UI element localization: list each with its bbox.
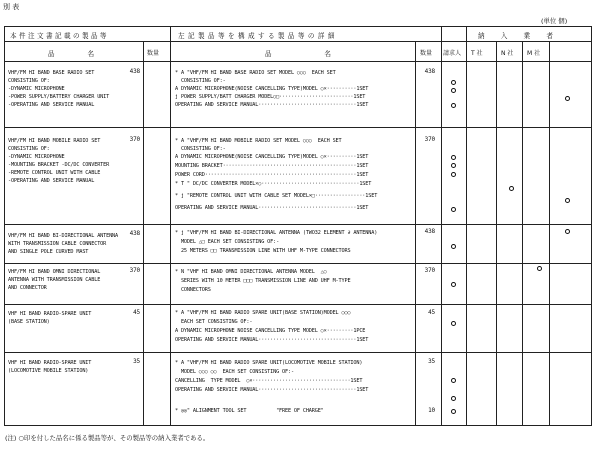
- header-m: M 社: [527, 50, 541, 57]
- header-col2-top: 左記製品等を構成する製品等の詳細: [178, 32, 338, 40]
- col-divider-m: [549, 41, 550, 426]
- row4-detail-line: * N "VHF HI BAND OMNI DIRECTIONAL ANTENNA MODEL △○: [175, 269, 327, 275]
- applicant-mark: [451, 396, 456, 401]
- row6-detail-line: MODEL ○○○ ○○ EACH SET CONSISTING OF:-: [175, 369, 294, 375]
- row6-item-line: (LOCOMOTIVE MOBILE STATION): [8, 368, 89, 374]
- n-company-mark: [537, 266, 542, 271]
- row-divider: [4, 127, 592, 128]
- row5-detail-line: EACH SET CONSISTING OF:-: [175, 319, 253, 325]
- row2-detail-line: A DYNAMIC MICROPHONE(NOISE CANCELLING TYPE)MODEL ○×··········1SET: [175, 154, 369, 160]
- t-company-mark: [509, 186, 514, 191]
- row1-detail-line: CONSISTING OF:-: [175, 78, 226, 84]
- applicant-mark: [451, 155, 456, 160]
- row-divider: [4, 352, 592, 353]
- page-title: 別 表: [3, 3, 20, 11]
- header-n: N 社: [501, 50, 514, 57]
- header-col2-name: 品 名: [265, 50, 331, 58]
- applicant-mark: [451, 321, 456, 326]
- row1-item-line: -OPERATING AND SERVICE MANUAL: [8, 102, 95, 108]
- row2-right-qty: 370: [424, 136, 435, 143]
- row4-detail-line: SERIES WITH 10 METER □□□ TRANSMISSION LINE AND UHF M-TYPE: [175, 278, 351, 284]
- applicant-mark: [451, 163, 456, 168]
- row3-detail-line: * j "VHF/FM HI BAND BI-DIRECTIONAL ANTENNA (TWO32 ELEMENT ∂ ANTENNA): [175, 230, 378, 236]
- row6-detail-line: * A "VHF/FM HI BAND RADIO SPARE UNIT(LOCOMOTIVE MOBILE STATION): [175, 360, 363, 366]
- header-col2-qty: 数量: [420, 50, 433, 57]
- col-divider-qty2: [415, 41, 416, 426]
- row2-item-line: -DYNAMIC MICROPHONE: [8, 154, 65, 160]
- col-divider-3: [466, 26, 467, 426]
- row5-detail-line: OPERATING AND SERVICE MANUAL·································1SET: [175, 337, 369, 343]
- applicant-mark: [451, 207, 456, 212]
- row6-right-qty: 35: [428, 358, 435, 365]
- applicant-mark: [451, 80, 456, 85]
- applicant-mark: [451, 103, 456, 108]
- row2-left-qty: 370: [129, 136, 140, 143]
- row2-detail-line: POWER CORD···················································1SET: [175, 172, 369, 178]
- row1-detail-line: * A "VHF/FM HI BAND BASE RADIO SET MODEL ○○○ EACH SET: [175, 70, 336, 76]
- row5-detail-line: A DYNAMIC MICROPHONE NOISE CANCELLING TYPE MODEL ○×·········1PCE: [175, 328, 366, 334]
- row2-detail-line: OPERATING AND SERVICE MANUAL·································1SET: [175, 205, 369, 211]
- row4-item-line: VHF/FM HI BAND OMNI DIRECTIONAL: [8, 269, 101, 275]
- row2-item-line: -REMOTE CONTROL UNIT WITH CABLE: [8, 170, 101, 176]
- col-divider-n: [522, 41, 523, 426]
- row2-item-line: -MOUNTING BRACKET -DC/DC CONVERTER: [8, 162, 110, 168]
- applicant-mark: [451, 172, 456, 177]
- m-company-mark: [565, 198, 570, 203]
- footnote: (注) ○印を付した品名に係る製品等が、その製品等の納入業者である。: [5, 434, 210, 442]
- header-applicant: 請求人: [443, 50, 462, 57]
- row2-item-line: -OPERATING AND SERVICE MANUAL: [8, 178, 95, 184]
- row6-item-line: VHF HI BAND RADIO-SPARE UNIT: [8, 360, 92, 366]
- row2-detail-line: MOUNTING BRACKET·············································1SET: [175, 163, 369, 169]
- row5-item-line: VHF HI BAND RADIO-SPARE UNIT: [8, 311, 92, 317]
- m-company-mark: [565, 229, 570, 234]
- row1-detail-line: OPERATING AND SERVICE MANUAL·································1SET: [175, 102, 369, 108]
- col-divider-1: [170, 26, 171, 426]
- unit-note: (単位 個): [541, 17, 568, 25]
- row6-detail-line: CANCELLING TYPE MODEL ○×·································1SET: [175, 378, 363, 384]
- row4-item-line: ANTENNA WITH TRANSMISSION CABLE: [8, 277, 101, 283]
- row3-detail-line: MODEL △□ EACH SET CONSISTING OF:-: [175, 239, 280, 245]
- col-divider-qty1: [143, 41, 144, 426]
- col-divider-t: [496, 41, 497, 426]
- header-col1-qty: 数量: [147, 50, 160, 57]
- row3-item-line: VHF/FM HI BAND BI-DIRECTIONAL ANTENNA: [8, 233, 119, 239]
- row4-item-line: AND CONNECTOR: [8, 285, 47, 291]
- row3-left-qty: 438: [129, 230, 140, 237]
- row5-detail-line: * A "VHF/FM HI BAND RADIO SPARE UNIT(BASE STATION)MODEL ○○○: [175, 310, 351, 316]
- row6-detail-line: * ◎◎" ALIGNMENT TOOL SET "FREE OF CHARGE": [175, 408, 324, 414]
- row3-detail-line: 25 METERS □□ TRANSMISSION LINE WITH UHF M-TYPE CONNECTORS: [175, 248, 351, 254]
- row3-right-qty: 438: [424, 228, 435, 235]
- row1-item-line: VHF/FM HI BAND BASE RADIO SET: [8, 70, 95, 76]
- row6-detail-line: OPERATING AND SERVICE MANUAL·································1SET: [175, 387, 369, 393]
- row5-item-line: (BASE STATION): [8, 319, 50, 325]
- m-company-mark: [565, 96, 570, 101]
- row3-item-line: WITH TRANSMISSION CABLE CONNECTOR: [8, 241, 107, 247]
- applicant-mark: [451, 409, 456, 414]
- applicant-mark: [451, 88, 456, 93]
- header-delivery: 納 入 業 者: [478, 32, 554, 40]
- row-divider: [4, 304, 592, 305]
- row4-detail-line: CONNECTORS: [175, 287, 211, 293]
- header-col1-top: 本件注文書記載の製品等: [10, 32, 109, 40]
- applicant-mark: [451, 244, 456, 249]
- row4-left-qty: 370: [129, 267, 140, 274]
- applicant-mark: [451, 378, 456, 383]
- header-col1-name: 品 名: [48, 50, 95, 58]
- row-divider: [4, 263, 592, 264]
- row4-right-qty: 370: [424, 267, 435, 274]
- row1-item-line: -POWER SUPPLY/BATTERY CHARGER UNIT: [8, 94, 110, 100]
- row1-item-line: -DYNAMIC MICROPHONE: [8, 86, 65, 92]
- header-t: T 社: [471, 50, 483, 57]
- row6-right-qty2: 10: [428, 407, 435, 414]
- row1-right-qty: 438: [424, 68, 435, 75]
- row1-detail-line: A DYNAMIC MICROPHONE(NOISE CANCELLING TYPE)MODEL ○×··········1SET: [175, 86, 369, 92]
- row2-item-line: VHF/FM HI BAND MOBILE RADIO SET: [8, 138, 101, 144]
- row1-detail-line: j POWER SUPPLY/BATT CHARGER MODEL○□·························1SET: [175, 94, 366, 100]
- row3-item-line: AND SINGLE POLE CURVED MAST: [8, 249, 89, 255]
- header-bottom: [4, 61, 592, 62]
- row5-right-qty: 45: [428, 309, 435, 316]
- header-divider: [4, 41, 592, 42]
- row6-left-qty: 35: [133, 358, 140, 365]
- row-divider: [4, 224, 592, 225]
- row5-left-qty: 45: [133, 309, 140, 316]
- row2-detail-line: CONSISTING OF:-: [175, 146, 226, 152]
- row2-detail-line: * T " DC/DC CONVERTER MODEL×○·································1SET: [175, 181, 372, 187]
- row1-left-qty: 438: [129, 68, 140, 75]
- col-divider-2: [441, 26, 442, 426]
- row2-detail-line: * A "VHF/FM HI BAND MOBILE RADIO SET MODEL ○○○ EACH SET: [175, 138, 342, 144]
- row1-item-line: CONSISTING OF:: [8, 78, 50, 84]
- row2-item-line: CONSISTING OF:: [8, 146, 50, 152]
- applicant-mark: [451, 282, 456, 287]
- row2-detail-line: * j "REMOTE CONTROL UNIT WITH CABLE SET MODEL×□·················1SET: [175, 193, 378, 199]
